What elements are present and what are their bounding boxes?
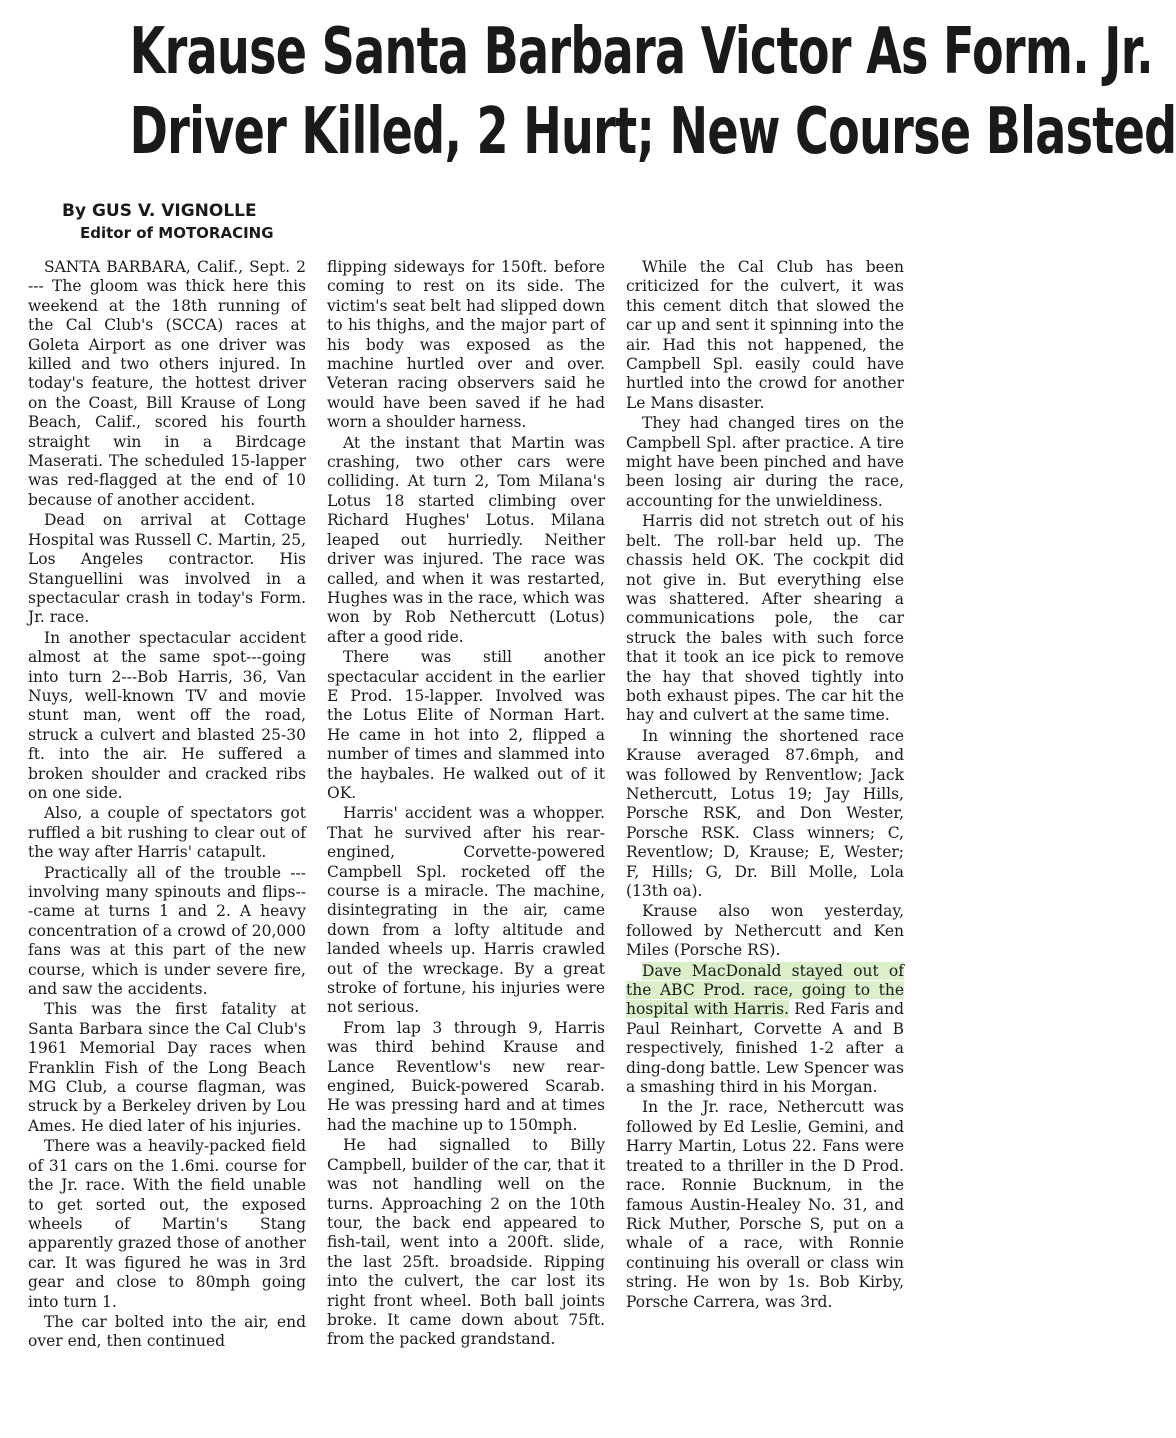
paragraph: In another spectacular accident almost at the same spot---going into turn 2---Bob Harris, 36, Van Nuys, well-known TV and movie stunt man, went off the road, struck a culvert and blasted 25-30 ft. into the air. He suffered a broken shoulder and cracked ribs on one side. bbox=[28, 628, 306, 802]
paragraph: Krause also won yesterday, followed by Nethercutt and Ken Miles (Porsche RS). bbox=[626, 902, 904, 960]
paragraph: In the Jr. race, Nethercutt was followed by Ed Leslie, Gemini, and Harry Martin, Lotus 22. Fans were treated to a thriller in the D Prod. race. Ronnie Bucknum, in the famous Austin-Healey No. 31, and Rick Muther, Porsche S, put on a whale of a race, with Ronnie continuing his overall or class win string. He won by 1s. Bob Kirby, Porsche Carrera, was 3rd. bbox=[626, 1098, 904, 1311]
paragraph: Harris' accident was a whopper. That he survived after his rear-engined, Corvette-powered Campbell Spl. rocketed off the course is a miracle. The machine, disintegrating in the air, came down from a lofty altitude and landed wheels up. Harris crawled out of the wreckage. By a great stroke of fortune, his injuries were not serious. bbox=[327, 804, 605, 1017]
headline-line-2: Driver Killed, 2 Hurt; New Course Blasted bbox=[129, 95, 1176, 169]
byline-author: By GUS V. VIGNOLLE bbox=[62, 201, 257, 221]
headline bbox=[0, 12, 1176, 172]
paragraph: SANTA BARBARA, Calif., Sept. 2 --- The gloom was thick here this weekend at the 18th running of the Cal Club's (SCCA) races at Goleta Airport as one driver was killed and two others injured. In today's feature, the hottest driver on the Coast, Bill Krause of Long Beach, Calif., scored his fourth straight win in a Birdcage Maserati. The scheduled 15-lapper was red-flagged at the end of 10 because of another accident. bbox=[28, 258, 306, 509]
paragraph: This was the first fatality at Santa Barbara since the Cal Club's 1961 Memorial Day races when Franklin Fish of the Long Beach MG Club, a course flagman, was struck by a Berkeley driven by Lou Ames. He died later of his injuries. bbox=[28, 1000, 306, 1135]
column-1 bbox=[28, 258, 306, 1428]
paragraph: There was still another spectacular accident in the earlier E Prod. 15-lapper. Involved was the Lotus Elite of Norman Hart. He came in hot into 2, flipped a number of times and slammed into the haybales. He walked out of it OK. bbox=[327, 648, 605, 802]
column-3 bbox=[626, 258, 904, 1428]
headline-line-1: Krause Santa Barbara Victor As Form. Jr. bbox=[129, 15, 1153, 89]
paragraph: The car bolted into the air, end over end, then continued bbox=[28, 1312, 306, 1351]
paragraph: At the instant that Martin was crashing, two other cars were colliding. At turn 2, Tom Milana's Lotus 18 started climbing over Richard Hughes' Lotus. Milana leaped out hurriedly. Neither driver was injured. The race was called, and when it was restarted, Hughes was in the race, which was won by Rob Nethercutt (Lotus) after a good ride. bbox=[327, 433, 605, 646]
paragraph: Harris did not stretch out of his belt. The roll-bar held up. The chassis held OK. The cockpit did not give in. But everything else was shattered. After shearing a communications pole, the car struck the bales with such force that it took an ice pick to remove the hay that shoved tightly into both exhaust pipes. The car hit the hay and culvert at the same time. bbox=[626, 512, 904, 725]
paragraph: From lap 3 through 9, Harris was third behind Krause and Lance Reventlow's new rear-engined, Buick-powered Scarab. He was pressing hard and at times had the machine up to 150mph. bbox=[327, 1018, 605, 1134]
article-body bbox=[28, 258, 908, 1428]
paragraph: flipping sideways for 150ft. before coming to rest on its side. The victim's seat belt had slipped down to his thighs, and the major part of his body was exposed as the machine hurtled over and over. Veteran racing observers said he would have been saved if he had worn a shoulder harness. bbox=[327, 258, 605, 432]
paragraph: While the Cal Club has been criticized for the culvert, it was this cement ditch that slowed the car up and sent it spinning into the air. Had this not happened, the Campbell Spl. easily could have hurtled into the crowd for another Le Mans disaster. bbox=[626, 258, 904, 412]
paragraph-highlighted bbox=[626, 962, 904, 1098]
paragraph: Practically all of the trouble ---involving many spinouts and flips---came at turns 1 and 2. A heavy concentration of a crowd of 20,000 fans was at this part of the new course, which is under severe fire, and saw the accidents. bbox=[28, 863, 306, 999]
column-2 bbox=[327, 258, 605, 1428]
paragraph: They had changed tires on the Campbell Spl. after practice. A tire might have been pinched and have been losing air during the race, accounting for the unwieldiness. bbox=[626, 414, 904, 510]
paragraph: He had signalled to Billy Campbell, builder of the car, that it was not handling well on the turns. Approaching 2 on the 10th tour, the back end appeared to fish-tail, went into a 200ft. slide, the last 25ft. broadside. Ripping into the culvert, the car lost its right front wheel. Both ball joints broke. It came down about 75ft. from the packed grandstand. bbox=[327, 1136, 605, 1349]
paragraph: Also, a couple of spectators got ruffled a bit rushing to clear out of the way after Harris' catapult. bbox=[28, 804, 306, 862]
byline bbox=[62, 200, 274, 244]
byline-credit: Editor of MOTORACING bbox=[80, 224, 274, 242]
paragraph: Dead on arrival at Cottage Hospital was Russell C. Martin, 25, Los Angeles contractor. His Stanguellini was involved in a spectacular crash in today's Form. Jr. race. bbox=[28, 511, 306, 627]
paragraph: In winning the shortened race Krause averaged 87.6mph, and was followed by Renventlow; Jack Nethercutt, Lotus 19; Jay Hills, Porsche RSK, and Don Wester, Porsche RSK. Class winners; C, Reventlow; D, Krause; E, Wester; F, Hills; G, Dr. Bill Molle, Lola (13th oa). bbox=[626, 726, 904, 900]
paragraph-continuation: Red Faris and Paul Reinhart, Corvette A and B respectively, finished 1-2 after a ding-dong battle. Lew Spencer was a smashing third in his Morgan. bbox=[626, 1000, 904, 1097]
highlighted-text: Dave MacDonald stayed out of the ABC Prod. race, going to the hospital with Harris. bbox=[626, 961, 904, 1019]
paragraph: There was a heavily-packed field of 31 cars on the 1.6mi. course for the Jr. race. With the field unable to get sorted out, the exposed wheels of Martin's Stang apparently grazed those of another car. It was figured he was in 3rd gear and close to 80mph going into turn 1. bbox=[28, 1137, 306, 1311]
